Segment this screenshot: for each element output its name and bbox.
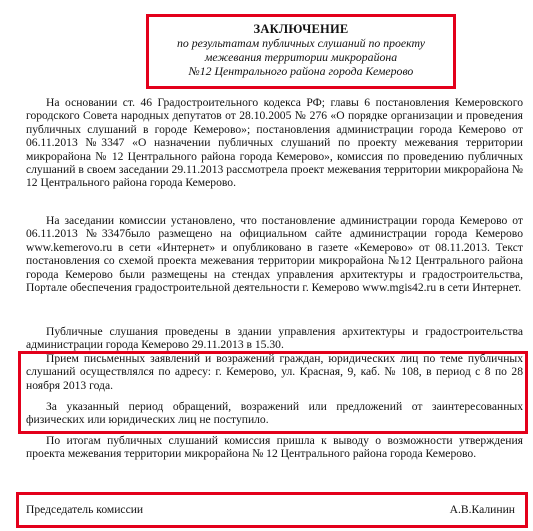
signature-name: А.В.Калинин (449, 503, 515, 516)
paragraph-publication (26, 214, 523, 294)
paragraph-legal-basis (26, 96, 523, 190)
paragraph-text: На основании ст. 46 Градостроительного кодекса РФ; главы 6 постановления Кемеровского городского Совета народных депутатов от 28.10.2005 № 276 «О порядке организации и проведения публичных слушаний в городе Кемерово»; постановления администрации города Кемерово от 06.11.2013 №3347 «О назначении публичных слушаний по проекту межевания территории микрорайона № 12 Центрального района города Кемерово», комиссия по проведению публичных слушаний в своем заседании 29.11.2013 рассмотрела проект межевания территории микрорайона № 12 Центрального района города Кемерово. (26, 96, 523, 190)
paragraph-text: На заседании комиссии установлено, что постановление администрации города Кемерово от 06.11.2013 №3347было размещено на официальном сайте администрации города Кемерово www.kemerovo.ru в сети «Интернет» и опубликовано в газете «Кемерово» от 08.11.2013. Текст постановления со схемой проекта межевания территории микрорайона №12 Центрального района города Кемерово были размещены на стендах управления архитектуры и градостроительства, Портале обеспечения градостроительной деятельности г. Кемерово www.mgis42.ru в сети Интернет. (26, 214, 523, 295)
paragraph-reception (26, 352, 523, 392)
document-title: ЗАКЛЮЧЕНИЕ (253, 22, 349, 36)
paragraph-text: За указанный период обращений, возражений или предложений от заинтересованных физических или юридических лиц не поступило. (26, 400, 523, 427)
paragraph-text: Прием письменных заявлений и возражений граждан, юридических лиц по теме публичных слушаний осуществлялся по адресу: г. Кемерово, ул. Красная, 9, каб. № 108, в период с 8 по 28 ноября 2013 года. (26, 352, 523, 392)
paragraph-conclusion (26, 434, 523, 461)
paragraph-text: Публичные слушания проведены в здании управления архитектуры и градостроительства администрации города Кемерово 29.11.2013 в 15.30. (26, 325, 523, 352)
document-header (149, 22, 453, 78)
subtitle-line-3: №12 Центрального района города Кемерово (188, 64, 414, 78)
paragraph-text: По итогам публичных слушаний комиссия пришла к выводу о возможности утверждения проекта межевания территории микрорайона № 12 Центрального района города Кемерово. (26, 434, 523, 461)
paragraph-no-objections (26, 400, 523, 427)
signature-role: Председатель комиссии (26, 503, 144, 516)
signature-line (26, 503, 515, 517)
subtitle-line-1: по результатам публичных слушаний по проекту (177, 36, 425, 50)
subtitle-line-2: межевания территории микрорайона (204, 50, 398, 64)
paragraph-hearing-venue (26, 325, 523, 352)
